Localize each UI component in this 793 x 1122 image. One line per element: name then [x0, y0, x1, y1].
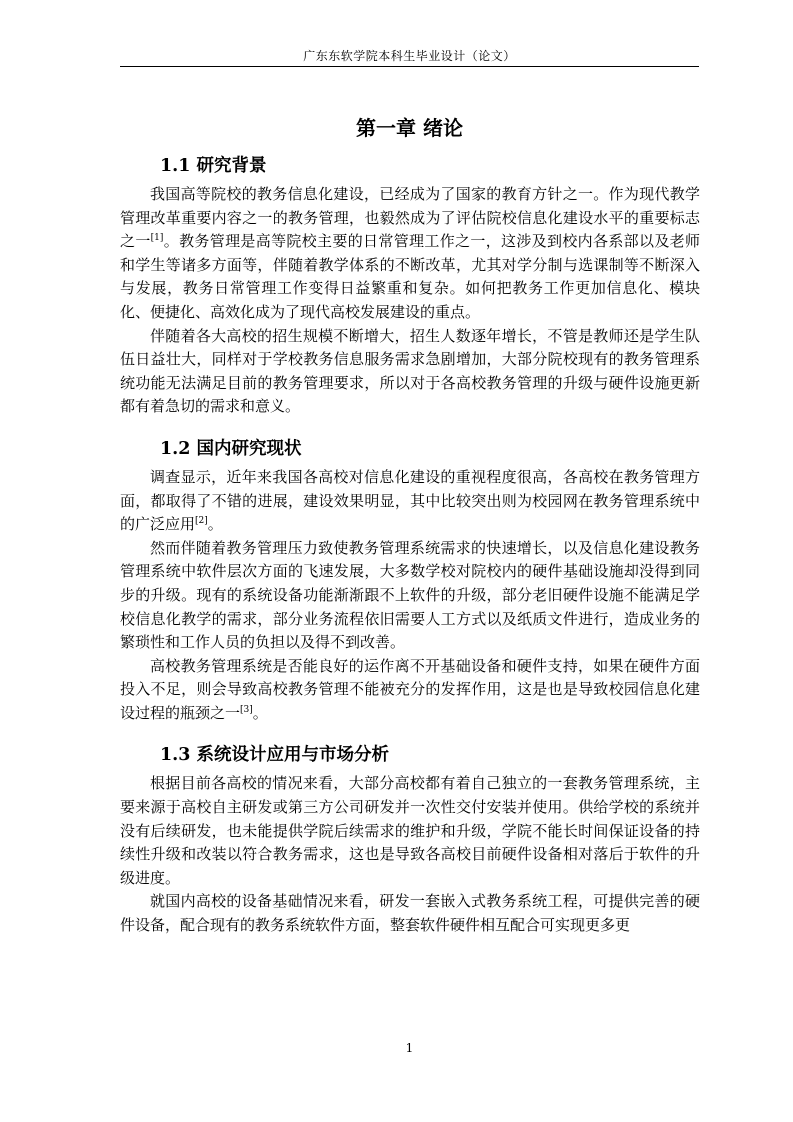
paragraph-text: 然而伴随着教务管理压力致使教务管理系统需求的快速增长，以及信息化建设教务管理系统中软件层次方面的飞速发展，大多数学校对院校内的硬件基础设施却没得到同步的升级。现有的系统设备功能渐渐跟不上软件的升级，部分老旧硬件设施不能满足学校信息化教学的需求，部分业务流程依旧需要人工方式以及纸质文件进行，造成业务的繁琐性和工作人员的负担以及得不到改善。 — [120, 538, 700, 652]
section-system-design-market — [120, 739, 700, 937]
chapter-title: 第一章 绪论 — [356, 116, 463, 140]
section-heading: 1.1 研究背景 — [160, 156, 267, 176]
page-number: 1 — [405, 1041, 414, 1055]
citation-marker[interactable]: [2] — [195, 516, 208, 527]
section-domestic-research — [120, 433, 700, 726]
paragraph — [120, 655, 700, 726]
section-heading: 1.3 系统设计应用与市场分析 — [160, 745, 390, 766]
paragraph — [120, 537, 700, 655]
paragraph — [120, 772, 700, 890]
paragraph — [120, 325, 700, 419]
paragraph-text-continued: 。 — [252, 703, 268, 722]
paragraph-text: 根据目前各高校的情况来看，大部分高校都有着自己独立的一套教务管理系统，主要来源于高校自主研发或第三方公司研发并一次性交付安装并使用。供给学校的系统并没有后续研发，也未能提供学院后续需求的维护和升级，学院不能长时间保证设备的持续性升级和改装以符合教务需求，这也是导致各高校目前硬件设备相对落后于软件的升级进度。 — [120, 774, 700, 887]
header-rule — [120, 66, 699, 67]
running-header: 广东东软学院本科生毕业设计（论文） — [303, 49, 516, 63]
section-heading: 1.2 国内研究现状 — [160, 438, 302, 459]
paragraph-text: 我国高等院校的教务信息化建设，已经成为了国家的教育方针之一。作为现代教学管理改革重要内容之一的教务管理，也毅然成为了评估院校信息化建设水平的重要标志之一 — [120, 185, 700, 251]
paragraph-text-continued: 。 — [207, 515, 223, 534]
paragraph-text: 高校教务管理系统是否能良好的运作离不开基础设备和硬件支持，如果在硬件方面投入不足，则会导致高校教务管理不能被充分的发挥作用，这是也是导致校园信息化建设过程的瓶颈之一 — [120, 656, 700, 722]
body-content — [120, 150, 700, 938]
citation-marker[interactable]: [1] — [150, 233, 164, 244]
paragraph — [120, 183, 700, 325]
paragraph-text: 就国内高校的设备基础情况来看，研发一套嵌入式教务系统工程，可提供完善的硬件设备，配合现有的教务系统软件方面，整套软件硬件相互配合可实现更多更 — [120, 892, 700, 935]
paragraph — [120, 466, 700, 537]
citation-marker[interactable]: [3] — [240, 704, 253, 715]
paragraph-text: 伴随着各大高校的招生规模不断增大，招生人数逐年增长，不管是教师还是学生队伍日益壮大，同样对于学校教务信息服务需求急剧增加，大部分院校现有的教务管理系统功能无法满足目前的教务管理要求，所以对于各高校教务管理的升级与硬件设施更新都有着急切的需求和意义。 — [120, 326, 700, 416]
section-research-background — [120, 150, 700, 419]
paragraph-text-continued: 。教务管理是高等院校主要的日常管理工作之一，这涉及到校内各系部以及老师和学生等诸多方面等，伴随着教学体系的不断改革，尤其对学分制与选课制等不断深入与发展，教务日常管理工作变得日益繁重和复杂。如何把教务工作更加信息化、模块化、便捷化、高效化成为了现代高校发展建设的重点。 — [120, 232, 700, 321]
paragraph — [120, 890, 700, 937]
paragraph-text: 调查显示，近年来我国各高校对信息化建设的重视程度很高，各高校在教务管理方面，都取得了不错的进展，建设效果明显，其中比较突出则为校园网在教务管理系统中的广泛应用 — [120, 467, 700, 534]
